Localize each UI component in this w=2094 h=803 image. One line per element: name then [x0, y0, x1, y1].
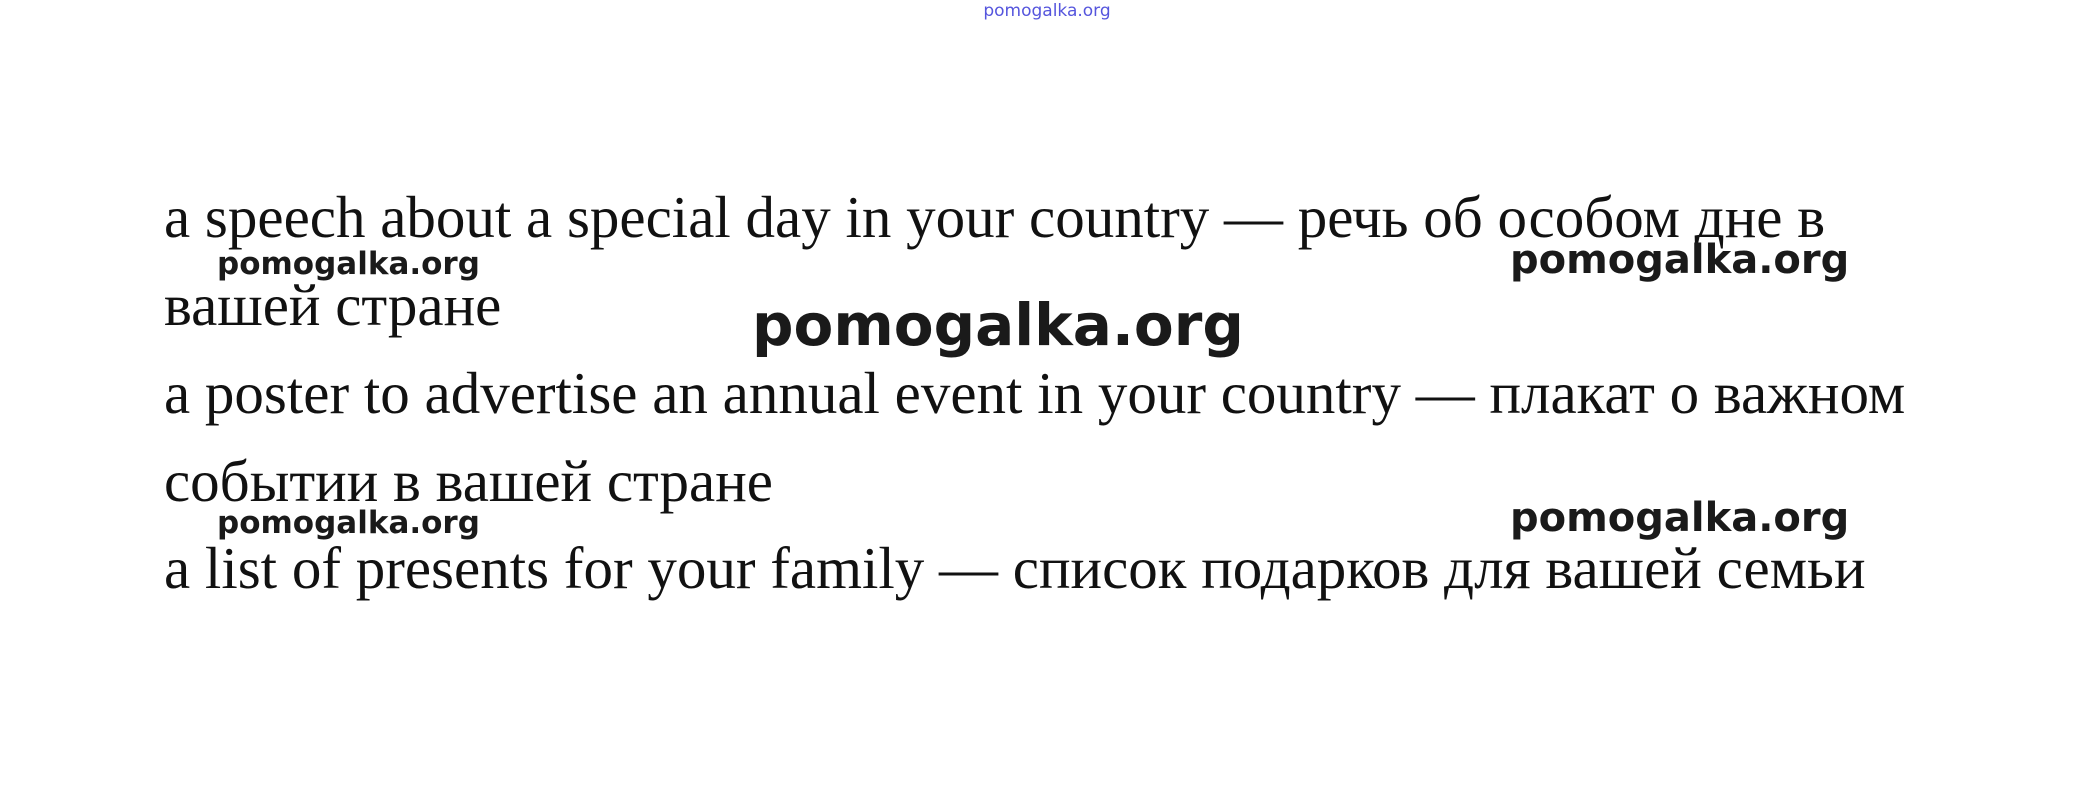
- watermark-center: pomogalka.org: [752, 291, 1244, 359]
- watermark-bottom-right: pomogalka.org: [1510, 495, 1850, 541]
- watermark-top-right: pomogalka.org: [1510, 237, 1850, 283]
- header-link[interactable]: pomogalka.org: [983, 1, 1111, 21]
- text-line-3: a poster to advertise an annual event in your country — плакат о важном: [164, 360, 1906, 426]
- text-line-2: вашей стране: [164, 272, 502, 338]
- watermark-top-left: pomogalka.org: [217, 246, 480, 282]
- text-line-5: a list of presents for your family — список подарков для вашей семьи: [164, 535, 1866, 601]
- text-line-1: a speech about a special day in your country — речь об особом дне в: [164, 184, 1826, 250]
- watermark-bottom-left: pomogalka.org: [217, 505, 480, 541]
- text-line-4: событии в вашей стране: [164, 448, 773, 514]
